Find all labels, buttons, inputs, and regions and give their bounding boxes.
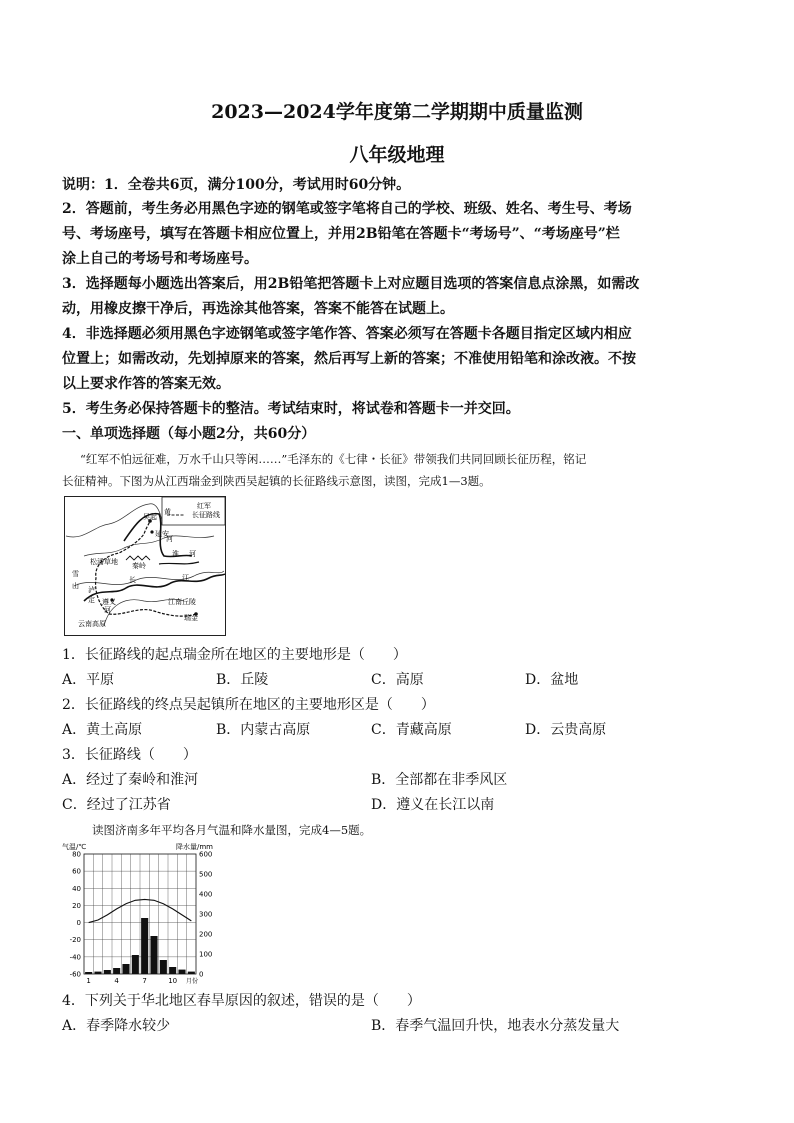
q1-option-d[interactable]: D．盆地 [525, 672, 579, 688]
q3-option-a[interactable]: A．经过了秦岭和淮河 [62, 772, 199, 788]
q1-option-b[interactable]: B．丘陵 [216, 672, 269, 688]
map-label: 吴起 [143, 513, 157, 521]
precipitation-tick-label: 600 [199, 850, 213, 859]
instruction-line: 涂上自己的考场号和考场座号。 [62, 251, 258, 267]
precipitation-tick-label: 0 [199, 970, 204, 979]
map-label: 遵义 [102, 598, 116, 606]
instruction-line: 说明：1．全卷共6页，满分100分，考试用时60分钟。 [62, 177, 411, 193]
q3-option-c[interactable]: C．经过了江苏省 [62, 797, 171, 813]
x-tick-label: 1 [86, 977, 91, 985]
question-2-stem: 2．长征路线的终点吴起镇所在地区的主要地形区是（ ） [62, 697, 435, 713]
page-title: 2023—2024学年度第二学期期中质量监测 [211, 101, 583, 123]
passage-line: 长征精神。下图为从江西瑞金到陕西吴起镇的长征路线示意图，读图，完成1—3题。 [62, 474, 491, 488]
precipitation-tick-label: 400 [199, 890, 213, 899]
precipitation-bar [178, 970, 185, 974]
precipitation-bar [94, 972, 101, 974]
precipitation-bar [141, 918, 148, 974]
x-unit-label: 月份 [185, 978, 198, 985]
q2-option-d[interactable]: D．云贵高原 [525, 722, 607, 738]
temperature-tick-label: 20 [72, 901, 81, 910]
map-label: 松潘草地 [90, 558, 118, 566]
temperature-tick-label: 0 [76, 919, 81, 928]
instruction-line: 2．答题前，考生务必用黑色字迹的钢笔或签字笔将自己的学校、班级、姓名、考生号、考场 [62, 201, 632, 217]
instruction-line: 号、考场座号，填写在答题卡相应位置上，并用2B铅笔在答题卡“考场号”、“考场座号”栏 [62, 226, 620, 242]
map-label: 泸 [88, 586, 95, 594]
passage-line: “红军不怕远征难，万水千山只等闲……”毛泽东的《七律・长征》带领我们共同回顾长征历程，铭记 [80, 452, 587, 466]
legend-label: 长征路线 [192, 511, 220, 519]
map-label: 河 [104, 606, 111, 614]
precipitation-tick-label: 200 [199, 930, 213, 939]
map-label: 江南丘陵 [168, 598, 196, 606]
map-label: 秦岭 [132, 562, 146, 570]
precipitation-tick-label: 300 [199, 910, 213, 919]
instruction-line: 动，用橡皮擦干净后，再选涂其他答案，答案不能答在试题上。 [62, 301, 454, 317]
instruction-line: 5．考生务必保持答题卡的整洁。考试结束时，将试卷和答题卡一并交回。 [62, 401, 520, 417]
precipitation-bar [85, 972, 92, 974]
temperature-tick-label: -40 [69, 953, 81, 962]
map-label: 淮 [172, 550, 179, 558]
map-label: 延安 [155, 530, 169, 538]
instruction-line: 以上要求作答的答案无效。 [62, 376, 230, 392]
q3-option-b[interactable]: B．全部都在非季风区 [371, 772, 508, 788]
question-1-stem: 1．长征路线的起点瑞金所在地区的主要地形是（ ） [62, 647, 407, 663]
left-axis-label: 气温/℃ [62, 843, 87, 851]
q4-option-a[interactable]: A．春季降水较少 [62, 1018, 171, 1034]
temperature-tick-label: -60 [69, 970, 81, 979]
instruction-line: 3．选择题每小题选出答案后，用2B铅笔把答题卡上对应题目选项的答案信息点涂黑，如需改 [62, 276, 640, 292]
passage-2: 读图济南多年平均各月气温和降水量图，完成4—5题。 [92, 823, 372, 837]
page-subtitle: 八年级地理 [349, 144, 445, 166]
precipitation-bar [113, 968, 120, 974]
map-label: 江 [182, 574, 189, 582]
precipitation-tick-label: 100 [199, 950, 213, 959]
q4-option-b[interactable]: B．春季气温回升快，地表水分蒸发量大 [371, 1018, 620, 1034]
temperature-tick-label: 60 [72, 867, 81, 876]
question-4-stem: 4．下列关于华北地区春旱原因的叙述，错误的是（ ） [62, 993, 421, 1009]
precipitation-bar [150, 936, 157, 974]
q2-option-c[interactable]: C．青藏高原 [371, 722, 452, 738]
q1-option-a[interactable]: A．平原 [62, 672, 115, 688]
precipitation-bar [122, 964, 129, 974]
q1-option-c[interactable]: C．高原 [371, 672, 424, 688]
x-tick-label: 4 [114, 977, 119, 985]
q2-option-a[interactable]: A．黄土高原 [62, 722, 143, 738]
map-label: 河 [189, 550, 196, 558]
map-label: 雪 [72, 570, 79, 578]
section-heading: 一、单项选择题（每小题2分，共60分） [62, 426, 316, 442]
right-axis-label: 降水量/mm [176, 843, 213, 851]
instruction-line: 4．非选择题必须用黑色字迹钢笔或签字笔作答、答案必须写在答题卡各题目指定区域内相应 [62, 326, 632, 342]
precipitation-bar [104, 970, 111, 974]
q3-option-d[interactable]: D．遵义在长江以南 [371, 797, 495, 813]
city-dot-yanan [150, 530, 153, 533]
x-tick-label: 7 [142, 977, 147, 985]
map-label: 云南高原 [78, 620, 106, 628]
x-tick-label: 10 [168, 977, 178, 985]
legend-label: 红军 [197, 502, 211, 510]
long-march-map [64, 496, 226, 636]
map-label: 黄 [164, 508, 171, 516]
precipitation-bar [160, 960, 167, 974]
precipitation-bar [188, 972, 195, 974]
temperature-tick-label: 40 [72, 884, 81, 893]
temperature-tick-label: 80 [72, 850, 81, 859]
precipitation-bar [169, 967, 176, 974]
map-label: 定 [88, 596, 95, 604]
map-label: 河 [166, 535, 173, 543]
question-3-stem: 3．长征路线（ ） [62, 747, 197, 763]
climate-chart [60, 840, 220, 985]
map-label: 长 [129, 576, 136, 584]
instruction-line: 位置上；如需改动，先划掉原来的答案，然后再写上新的答案；不准使用铅笔和涂改液。不按 [62, 351, 636, 367]
q2-option-b[interactable]: B．内蒙古高原 [216, 722, 311, 738]
precipitation-bar [132, 955, 139, 974]
map-label: 瑞金 [184, 614, 198, 622]
map-label: 山 [72, 582, 79, 590]
precipitation-tick-label: 500 [199, 870, 213, 879]
temperature-tick-label: -20 [69, 936, 81, 945]
